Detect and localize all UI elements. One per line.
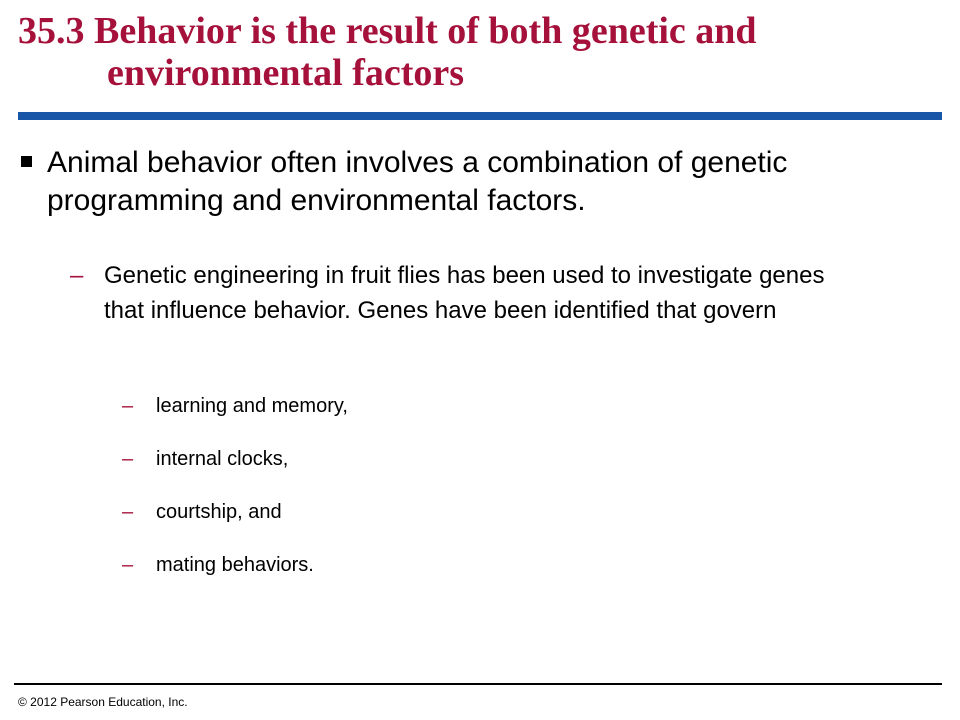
dash-bullet-icon: – xyxy=(70,262,84,289)
sub-bullet xyxy=(70,258,860,328)
dash-bullet-icon: – xyxy=(122,448,134,470)
sub-bullet-text: Genetic engineering in fruit flies has been used to investigate genes that influence behavior. Genes have been identified that govern xyxy=(104,262,825,324)
list-item xyxy=(122,500,348,524)
slide-title xyxy=(18,10,938,94)
list-item-text: courtship, and xyxy=(156,501,282,523)
main-bullet-text: Animal behavior often involves a combination of genetic programming and environmental factors. xyxy=(47,146,788,217)
list-item-text: mating behaviors. xyxy=(156,554,314,576)
square-bullet-icon xyxy=(20,144,36,220)
list-item xyxy=(122,447,348,471)
list-item xyxy=(122,394,348,418)
slide-title-line-2: environmental factors xyxy=(107,52,465,94)
main-bullet xyxy=(20,144,910,220)
slide-title-line-1: 35.3 Behavior is the result of both genetic and xyxy=(18,10,757,52)
list-item-text: internal clocks, xyxy=(156,448,289,470)
footer-divider xyxy=(14,683,942,685)
behavior-list xyxy=(122,394,348,606)
copyright-notice: © 2012 Pearson Education, Inc. xyxy=(18,695,188,709)
dash-bullet-icon: – xyxy=(122,501,134,523)
dash-bullet-icon: – xyxy=(122,395,134,417)
dash-bullet-icon: – xyxy=(122,554,134,576)
title-divider xyxy=(18,112,942,120)
list-item xyxy=(122,553,348,577)
list-item-text: learning and memory, xyxy=(156,395,348,417)
